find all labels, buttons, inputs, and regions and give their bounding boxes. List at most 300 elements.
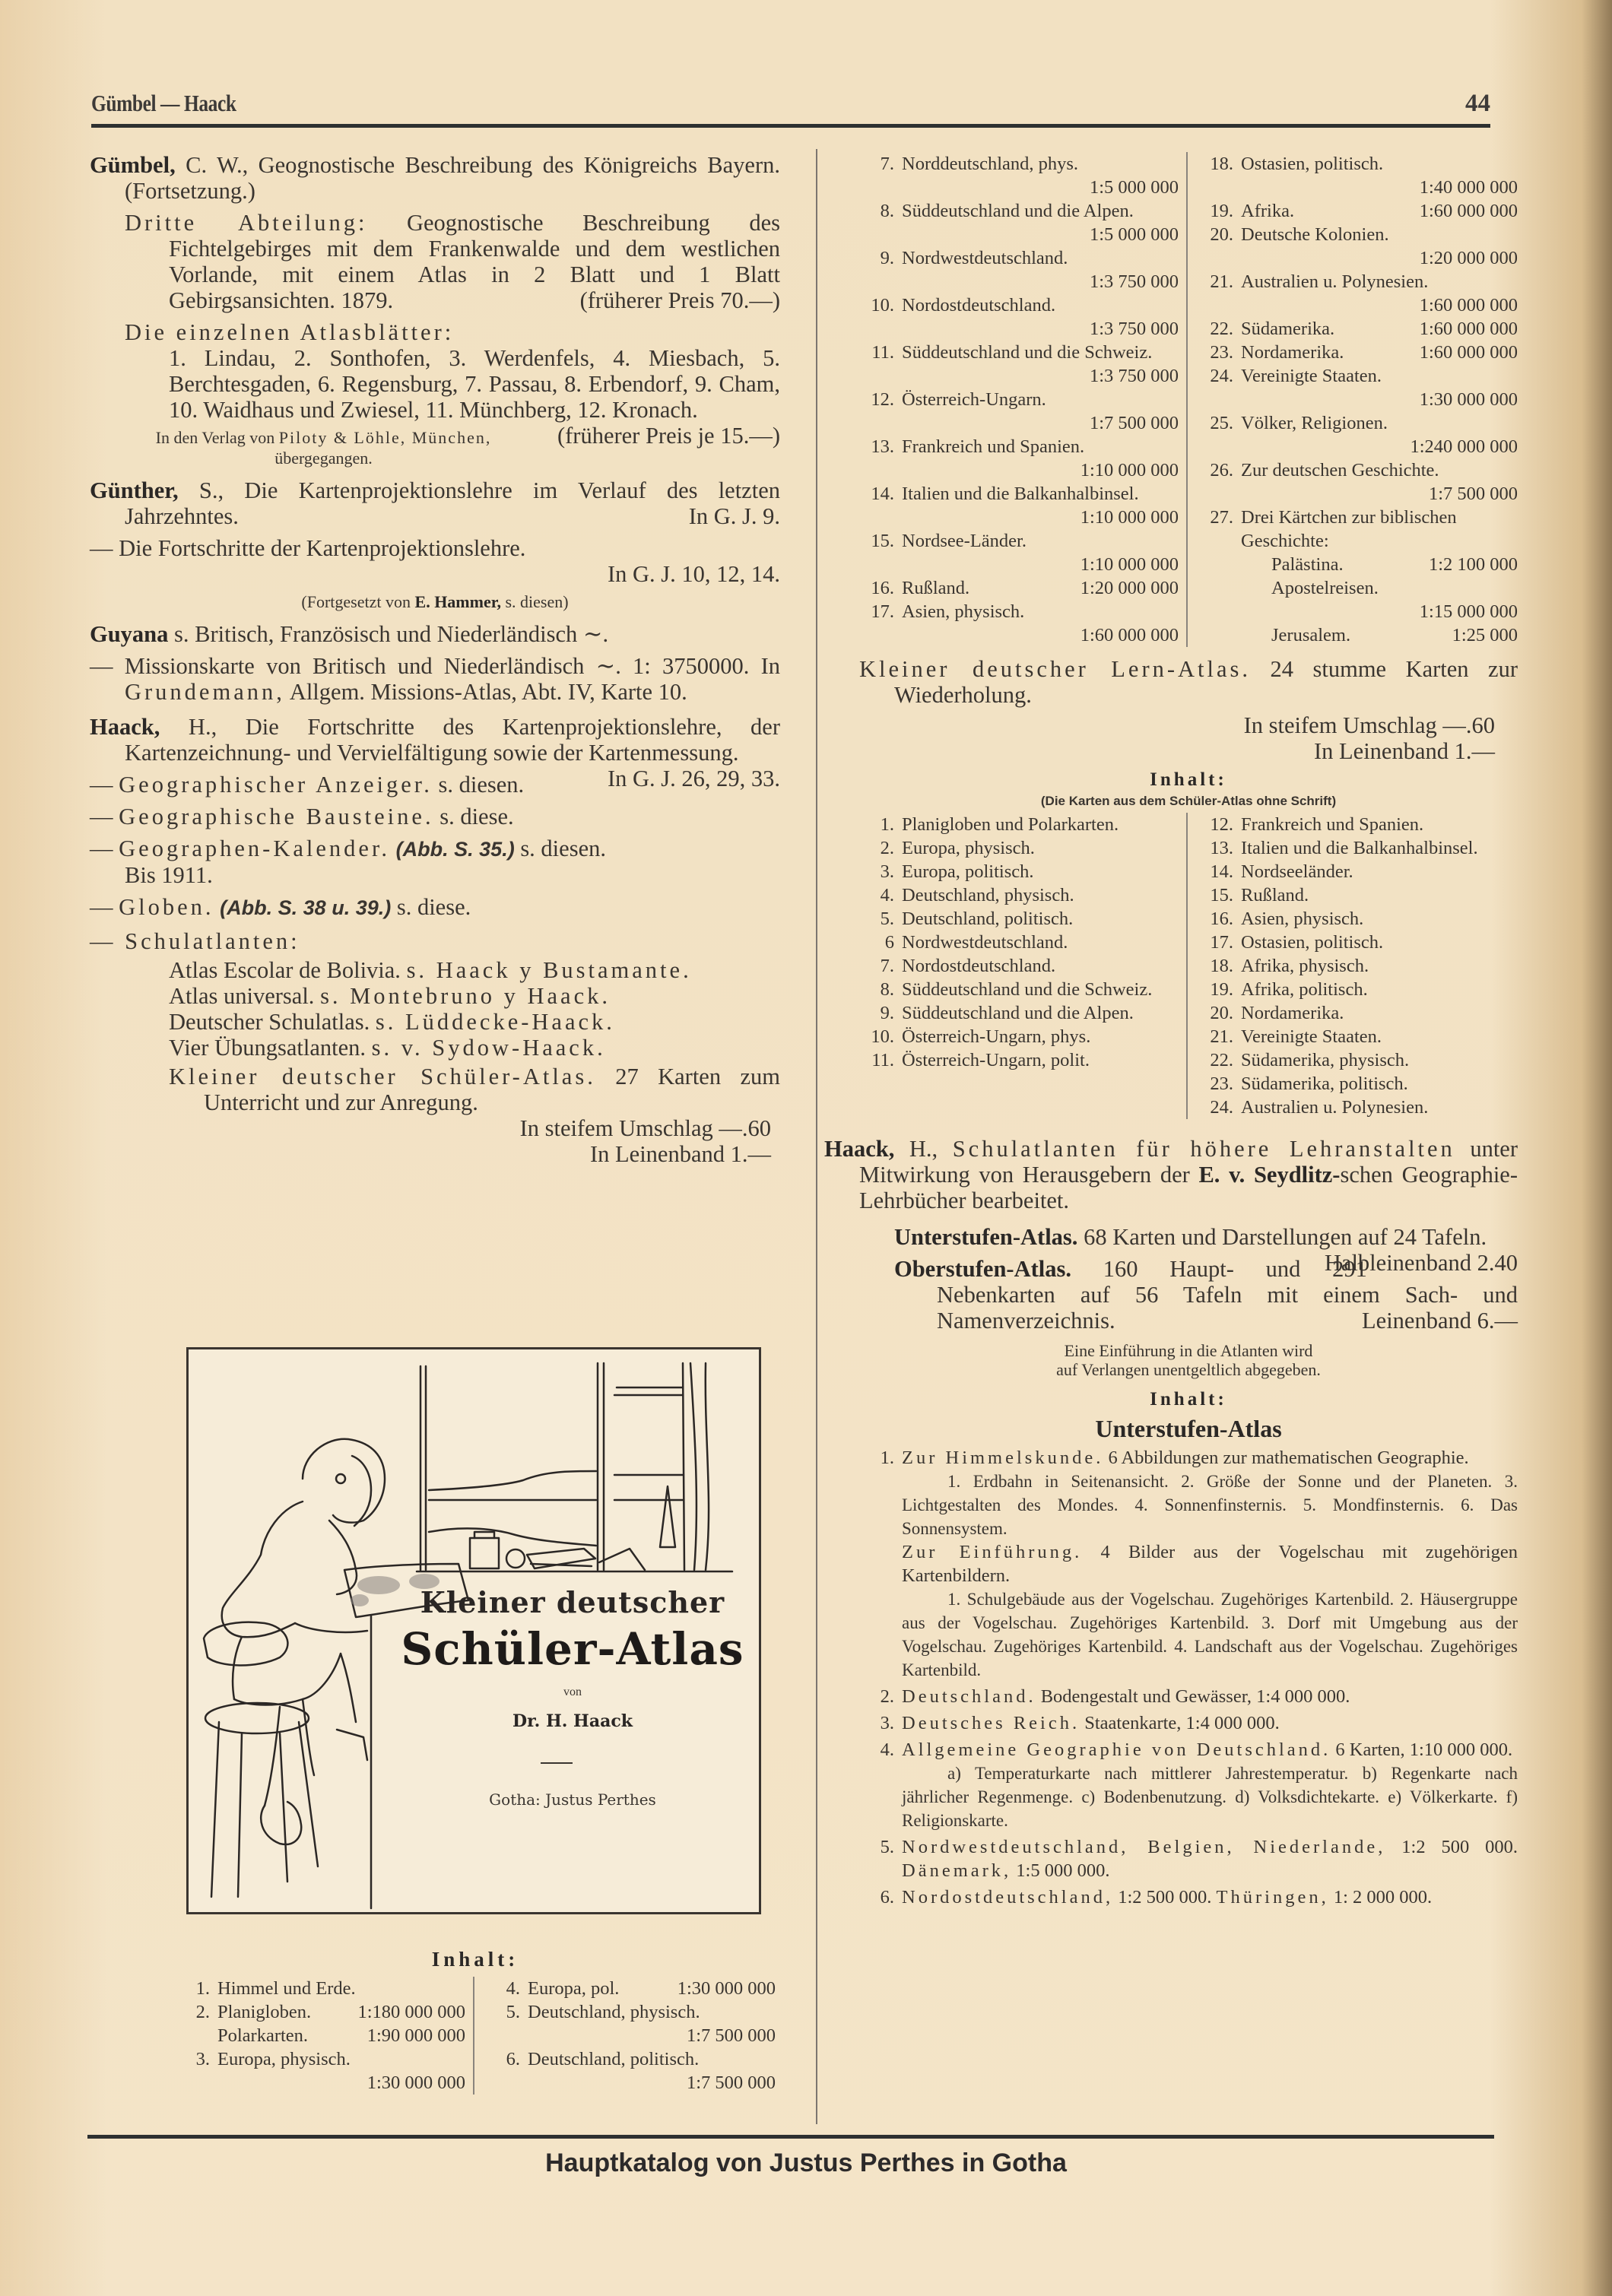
section-title: Zur Himmelskunde. (902, 1448, 1104, 1468)
item-number: 17. (871, 601, 894, 622)
item-text (902, 246, 1179, 293)
item-text (902, 293, 1179, 341)
inhalt-item (1198, 152, 1518, 199)
item-text (1241, 223, 1518, 270)
entry-haack: Haack, H., Die Fortschritte des Kartenprojektionslehre, der Kartenzeichnung- und Vervielfältigung sowie der Kartenmessung. In G. J. 26, 29, 33. (90, 714, 780, 791)
cushion (204, 1622, 287, 1666)
item-number: 11. (871, 1050, 894, 1070)
item-number: 7. (880, 956, 894, 976)
item-scale: 1:30 000 000 (1419, 389, 1518, 410)
inhalt-col-left (859, 813, 1188, 1119)
section-number: 4. (880, 1739, 894, 1760)
item-text (902, 152, 1179, 199)
atlas-title: Kleiner deutscher Schüler-Atlas. (169, 1064, 596, 1089)
item-title: Ostasien, politisch. (1241, 932, 1384, 953)
item-scale: 1:60 000 000 (1419, 319, 1518, 339)
item-number: 8. (880, 201, 894, 221)
inhalt-item (859, 931, 1179, 954)
section-title: Nordostdeutschland, (902, 1887, 1114, 1908)
item-title: Frankreich und Spanien. (1241, 814, 1424, 835)
inkwell (470, 1538, 499, 1568)
item-title: Österreich-Ungarn. (902, 389, 1046, 410)
item-dash: — (90, 894, 119, 920)
schulatlas-item (169, 1009, 780, 1035)
item-dash: — (90, 804, 119, 829)
verlag-note: In den Verlag von Piloty & Löhle, München, übergegangen. (155, 428, 492, 468)
inhalt-item (1198, 576, 1518, 623)
item-text (902, 931, 1179, 954)
item-title: Rußland. (902, 578, 970, 598)
item-see: s. diese. (396, 894, 471, 920)
einfuehrung-note: Eine Einführung in die Atlanten wird auf Verlangen unentgeltlich abgegeben. (1056, 1341, 1321, 1379)
schulatlas-item (169, 1035, 780, 1061)
haack-item (90, 804, 780, 829)
item-scale: 1:7 500 000 (686, 2025, 776, 2046)
stool-leg (211, 1722, 219, 1897)
inhalt-item (859, 907, 1179, 931)
item-title: Asien, physisch. (1241, 909, 1364, 929)
item-scale: 1:60 000 000 (1419, 295, 1518, 316)
item-text (902, 1048, 1179, 1072)
inhalt-item (175, 1977, 465, 2000)
section-text: Staatenkarte, 1:4 000 000. (1080, 1713, 1280, 1733)
item-title: Nordostdeutschland. (902, 956, 1056, 976)
schulatlas-item (169, 957, 780, 983)
inhalt-heading: Inhalt: (431, 1948, 519, 1971)
item-title: Deutschland, politisch. (902, 909, 1074, 929)
item-title: Drei Kärtchen zur biblischen Geschichte: (1241, 507, 1457, 551)
entry-author: Haack, (824, 1136, 895, 1162)
inhalt-item (175, 2000, 465, 2024)
section-body (902, 1685, 1518, 1708)
item-text (528, 1977, 776, 2000)
item-number: 26. (1210, 460, 1233, 480)
atlas-title: Oberstufen-Atlas. (894, 1256, 1071, 1282)
item-scale: 1:10 000 000 (1080, 507, 1179, 528)
kleiner-schueler-atlas: Kleiner deutscher Schüler-Atlas. 27 Karten zum Unterricht und zur Anregung. In steifem Umschlag —.60 In Leinenband 1.— (169, 1064, 780, 1167)
inhalt-item (859, 600, 1179, 647)
item-title: Süddeutschland und die Alpen. (902, 201, 1134, 221)
schulatlas-title: Vier Übungsatlanten. (169, 1035, 367, 1061)
item-title: Geographische Bausteine. (119, 804, 434, 829)
item-title: Süddeutschland und die Schweiz. (902, 342, 1153, 363)
item-title: Afrika, physisch. (1241, 956, 1369, 976)
inhalt-item (1198, 978, 1518, 1001)
item-title: Planigloben. (217, 2002, 312, 2022)
section-sub-text: 4 Bilder aus der Vogelschau mit zugehörigen Kartenbildern. (902, 1542, 1518, 1586)
abteilung-price: (früherer Preis 70.—) (579, 287, 780, 313)
item-text (1241, 576, 1518, 623)
item-title: Italien und die Balkanhalbinsel. (1241, 838, 1478, 858)
item-number: 22. (1210, 319, 1233, 339)
entry-guyana: Guyana s. Britisch, Französisch und Niederländisch ∼. (90, 621, 609, 647)
inhalt-item (1198, 1048, 1518, 1072)
item-number: 12. (871, 389, 894, 410)
section-head (902, 1885, 1518, 1909)
item-scale: 1:30 000 000 (677, 1978, 776, 1999)
entry-guembel (90, 152, 780, 204)
item-scale: 1:25 000 (1452, 625, 1518, 645)
item-title: Deutsche Kolonien. (1241, 224, 1389, 245)
item-title: Europa, politisch. (902, 861, 1034, 882)
item-text (902, 388, 1179, 435)
item-title: Nordamerika. (1241, 1003, 1344, 1023)
item-title: Zur deutschen Geschichte. (1241, 460, 1439, 480)
inhalt-col-left (175, 1977, 474, 2095)
item-number: 9. (880, 248, 894, 268)
schueler-atlas-inhalt-part2 (859, 152, 1518, 647)
item-number: 5. (506, 2002, 520, 2022)
item-number: 6. (506, 2049, 520, 2069)
section-head (902, 1711, 1518, 1735)
item-scale: 1:7 500 000 (1089, 413, 1179, 433)
inhalt-item (859, 246, 1179, 293)
haack-item (90, 836, 780, 888)
item-text (217, 2000, 465, 2024)
boy-foot (261, 1802, 301, 1844)
hammer-note: (Fortgesetzt von E. Hammer, s. diesen) (301, 592, 569, 611)
entry-author: Haack, (90, 714, 160, 740)
schulatlanten-list (90, 957, 780, 1061)
item-text (902, 529, 1179, 576)
inhalt-item (859, 341, 1179, 388)
item-text (1241, 1025, 1518, 1048)
cover-divider (541, 1762, 573, 1764)
page-number: 44 (1465, 90, 1490, 117)
boy-shin (265, 1707, 280, 1806)
item-number: 23. (1210, 342, 1233, 363)
item-number: 14. (871, 484, 894, 504)
schulatlas-see: s. Lüddecke-Haack. (375, 1009, 615, 1035)
item-number: 18. (1210, 154, 1233, 174)
item-title: Deutschland, physisch. (528, 2002, 700, 2022)
item-number (1198, 576, 1241, 623)
item-text (902, 199, 1179, 246)
column-divider (816, 149, 817, 2124)
inhalt-item (1198, 860, 1518, 883)
item-text (902, 860, 1179, 883)
item-title: Afrika, politisch. (1241, 979, 1368, 1000)
unterstufen-inhalt (859, 1446, 1518, 1909)
item-title: Ostasien, politisch. (1241, 154, 1384, 174)
inhalt-item (859, 954, 1179, 978)
section-head (902, 1835, 1518, 1882)
schulatlas-title: Atlas universal. (169, 983, 315, 1009)
item-number: 3. (880, 861, 894, 882)
price-umschlag: In steifem Umschlag —.60 (519, 1115, 771, 1141)
item-text (1241, 1001, 1518, 1025)
item-scale: 1:7 500 000 (1428, 484, 1518, 504)
item-scale: 1:180 000 000 (357, 2002, 465, 2022)
item-scale: 1:3 750 000 (1089, 319, 1179, 339)
item-title: Vereinigte Staaten. (1241, 366, 1382, 386)
atlas-title: Unterstufen-Atlas. (894, 1224, 1078, 1250)
item-title: Himmel und Erde. (217, 1978, 356, 1999)
item-scale: 1:20 000 000 (1419, 248, 1518, 268)
item-scale: 1:15 000 000 (1419, 601, 1518, 622)
item-number: 10. (871, 1026, 894, 1047)
item-title: Frankreich und Spanien. (902, 436, 1085, 457)
item-scale: 1:3 750 000 (1089, 366, 1179, 386)
right-column (824, 152, 1518, 1909)
item-scale: 1:5 000 000 (1089, 224, 1179, 245)
item-scale: 1:240 000 000 (1410, 436, 1518, 457)
item-scale: 1:2 100 000 (1428, 554, 1518, 575)
price: Leinenband 6.— (1362, 1308, 1518, 1334)
item-text (902, 1001, 1179, 1025)
section-sub-title: Zur Einführung. (902, 1542, 1083, 1562)
item-text (902, 576, 1179, 600)
item-text (902, 978, 1179, 1001)
item-title: Österreich-Ungarn, phys. (902, 1026, 1091, 1047)
running-title: Gümbel — Haack (91, 90, 236, 116)
section-body (902, 1885, 1518, 1909)
lern-atlas: Kleiner deutscher Lern-Atlas. 24 stumme Karten zur Wiederholung. In steifem Umschlag —.60 In Leinenband 1.— Inhalt: (Die Karten aus dem Schüler-Atlas ohne Schrift) 1. Planigloben und Polarkarten. 2. Europa, physisch. 3. Europa, politisch. 4. Deutschland, physisch. 5. Deutschland, politisch. 6 Nordwestdeutschland. 7. Nordostdeutschland. 8. Süddeutschland und die Schweiz. 9. Süddeutschland und die Alpen. 10. Österreich-Ungarn, phys. 11. Österreich-Ungarn, polit. 12. Frankreich und Spanien. 13. Italien und die Balkanhalbinsel. 14. Nordseeländer. 15. Rußland. 16. Asien, physisch. 17. Ostasien, politisch. 18. Afrika, physisch. 19. Afrika, politisch. 20. Nordamerika. 21. Vereinigte Staaten. 22. Südamerika, physisch. 23. Südamerika, politisch. 24. Australien u. Polynesien. (859, 656, 1518, 1118)
section-title: Deutschland. (902, 1686, 1036, 1707)
item-text (1241, 364, 1518, 411)
inhalt-heading: Inhalt: (1150, 769, 1227, 790)
entry-guyana-2: — Missionskarte von Britisch und Niederländisch ∼. 1: 3750000. In Grundemann, Allgem. Missions-Atlas, Abt. IV, Karte 10. (90, 653, 780, 705)
cover-author: Dr. H. Haack (512, 1711, 633, 1731)
item-number: 8. (880, 979, 894, 1000)
cover-publisher: Gotha: Justus Perthes (489, 1790, 656, 1809)
item-title: Rußland. (1241, 885, 1309, 905)
section-body (902, 1738, 1518, 1832)
inhalt-item (1198, 907, 1518, 931)
item-title: Asien, physisch. (902, 601, 1025, 622)
item-text (1241, 623, 1518, 647)
item-title: Italien und die Balkanhalbinsel. (902, 484, 1139, 504)
entry-author: Gümbel, (90, 152, 176, 178)
item-number: 15. (1210, 885, 1233, 905)
atlasblaetter-label: Die einzelnen Atlasblätter: (125, 319, 455, 345)
item-text (902, 600, 1179, 647)
footer-rule (87, 2135, 1494, 2139)
price-umschlag: In steifem Umschlag —.60 (1243, 712, 1495, 738)
item-title: Südamerika. (1241, 319, 1335, 339)
lern-atlas-inhalt (859, 813, 1518, 1119)
section-title: Thüringen, (1216, 1887, 1329, 1908)
item-text (217, 2047, 465, 2095)
item-scale: 1:90 000 000 (367, 2025, 465, 2046)
item-title: Nordamerika. (1241, 342, 1344, 363)
item-scale: 1:40 000 000 (1419, 177, 1518, 198)
item-number: 12. (1210, 814, 1233, 835)
item-scale: 1:30 000 000 (367, 2072, 465, 2093)
section-body (902, 1446, 1518, 1682)
item-number: 21. (1210, 1026, 1233, 1047)
item-number: 2. (880, 838, 894, 858)
item-number: 1. (195, 1978, 210, 1999)
section-sub-detail: 1. Schulgebäude aus der Vogelschau. Zugehöriges Kartenbild. 2. Häusergruppe aus der Vogelschau. Zugehöriges Kartenbild. 3. Dorf mit Umgebung aus der Vogelschau. Zugehöriges Kartenbild. 4. Landschaft aus der Vogelschau. Zugehöriges Kartenbild. (902, 1590, 1518, 1679)
inhalt-item (1198, 506, 1518, 553)
unterstufen-atlas: Unterstufen-Atlas. 68 Karten und Darstellungen auf 24 Tafeln. Halbleinenband 2.40 (894, 1224, 1518, 1276)
item-text (902, 1025, 1179, 1048)
item-text (1241, 553, 1518, 576)
item-number: 17. (1210, 932, 1233, 953)
inhalt-item (859, 152, 1179, 199)
item-number: 9. (880, 1003, 894, 1023)
section-text: 1: 2 000 000. (1328, 1887, 1433, 1908)
inhalt-item (859, 435, 1179, 482)
item-number: 24. (1210, 366, 1233, 386)
price: Halbleinenband 2.40 (1324, 1250, 1518, 1276)
inhalt-item (859, 293, 1179, 341)
item-number: 15. (871, 531, 894, 551)
item-number: 21. (1210, 271, 1233, 292)
section-text: 6 Karten, 1:10 000 000. (1331, 1739, 1513, 1760)
item-text (1241, 954, 1518, 978)
item-title: Apostelreisen. (1271, 578, 1379, 598)
inhalt-item (1198, 223, 1518, 270)
item-text (902, 954, 1179, 978)
item-see: s. diesen. (438, 772, 525, 798)
item-number: 19. (1210, 201, 1233, 221)
item-text (1241, 270, 1518, 317)
schulatlas-title: Deutscher Schulatlas. (169, 1009, 370, 1035)
inhalt-item (1198, 199, 1518, 223)
item-text (902, 435, 1179, 482)
oberstufen-atlas: Oberstufen-Atlas. 160 Haupt- und 291 Nebenkarten auf 56 Tafeln mit einem Sach- und Namenverzeichnis. Leinenband 6.— (894, 1256, 1518, 1334)
item-title: Europa, physisch. (902, 838, 1035, 858)
inhalt-item (1198, 813, 1518, 836)
section-title: Allgemeine Geographie von Deutschland. (902, 1739, 1331, 1760)
section-head (902, 1738, 1518, 1762)
item-text (528, 2047, 776, 2095)
item-number: 18. (1210, 956, 1233, 976)
unterstufen-section (859, 1885, 1518, 1909)
section-title: Nordwestdeutschland, Belgien, Niederlande, (902, 1837, 1386, 1857)
inhalt-item (175, 2024, 465, 2047)
item-text (1241, 506, 1518, 553)
inhalt-item (859, 813, 1179, 836)
inhalt-heading: Inhalt: (1150, 1389, 1227, 1410)
item-number: 14. (1210, 861, 1233, 882)
inhalt-item (485, 2000, 776, 2047)
reference: In G. J. 26, 29, 33. (607, 766, 780, 791)
unterstufen-section (859, 1835, 1518, 1882)
item-scale: 1:20 000 000 (1080, 578, 1179, 598)
item-number: 20. (1210, 1003, 1233, 1023)
entry-guenther: Günther, S., Die Kartenprojektionslehre im Verlauf des letzten Jahrzehntes. In G. J. 9. (90, 477, 780, 529)
cover-title-line1: Kleiner deutscher (420, 1585, 725, 1619)
section-body (902, 1835, 1518, 1882)
left-column (90, 152, 780, 1167)
unterstufen-section (859, 1738, 1518, 1832)
inhalt-subheading: Unterstufen-Atlas (1095, 1415, 1282, 1442)
item-scale: 1:60 000 000 (1419, 342, 1518, 363)
item-text (1241, 978, 1518, 1001)
item-number: 5. (880, 909, 894, 929)
item-scale: 1:60 000 000 (1419, 201, 1518, 221)
item-number: 4. (506, 1978, 520, 1999)
schulatlas-see: s. Haack y Bustamante. (406, 957, 692, 983)
section-text: Bodengestalt und Gewässer, 1:4 000 000. (1036, 1686, 1350, 1707)
section-detail: a) Temperaturkarte nach mittlerer Jahrestemperatur. b) Regenkarte nach jährlicher Regenmenge. c) Bodenbenutzung. d) Volksdichtekarte. e) Völkerkarte. f) Religionskarte. (902, 1764, 1518, 1830)
section-number: 2. (880, 1686, 894, 1707)
inhalt-item (1198, 1072, 1518, 1096)
haack-items (90, 772, 780, 921)
item-text (1241, 199, 1518, 223)
item-text (902, 883, 1179, 907)
inhalt-item (859, 388, 1179, 435)
inhalt-col-right (1188, 813, 1518, 1119)
item-title: Nordseeländer. (1241, 861, 1353, 882)
item-text (1241, 883, 1518, 907)
section-detail: 1. Erdbahn in Seitenansicht. 2. Größe der Sonne und der Planeten. 3. Lichtgestalten des Mondes. 4. Sonnenfinsternis. 5. Mondfinsternis. 6. Das Sonnensystem. (902, 1472, 1518, 1538)
item-title: Nordwestdeutschland. (902, 932, 1068, 953)
item-text (528, 2000, 776, 2047)
section-number: 6. (880, 1887, 894, 1908)
item-number: 24. (1210, 1097, 1233, 1118)
inhalt-note: (Die Karten aus dem Schüler-Atlas ohne Schrift) (1040, 794, 1337, 808)
schulatlas-see: s. Montebruno y Haack. (320, 983, 611, 1009)
atlasblaetter-price: (früherer Preis je 15.—) (557, 423, 780, 449)
inhalt-item (859, 1025, 1179, 1048)
section-sub (902, 1540, 1518, 1587)
item-text (902, 813, 1179, 836)
running-head (91, 90, 1490, 120)
item-text (1241, 317, 1518, 341)
item-scale: 1:10 000 000 (1080, 460, 1179, 480)
item-title: Südamerika, physisch. (1241, 1050, 1410, 1070)
inhalt-item (1198, 458, 1518, 506)
inhalt-item (859, 482, 1179, 529)
item-number: 20. (1210, 224, 1233, 245)
item-text (217, 2024, 465, 2047)
entry-haack-schulatlanten: Haack, H., Schulatlanten für höhere Lehranstalten unter Mitwirkung von Herausgebern der E. v. Seydlitz-schen Geographie-Lehrbücher bearbeitet. (824, 1136, 1518, 1213)
item-dash: — (90, 772, 119, 798)
inhalt-item (859, 576, 1179, 600)
inhalt-item (485, 1977, 776, 2000)
inhalt-table (175, 1977, 776, 2095)
item-number: 13. (1210, 838, 1233, 858)
section-text: 1:5 000 000. (1011, 1860, 1110, 1881)
reference: In G. J. 9. (688, 503, 780, 529)
inhalt-item (859, 883, 1179, 907)
section-title: Deutsches Reich. (902, 1713, 1080, 1733)
section-number: 3. (880, 1713, 894, 1733)
item-title: Jerusalem. (1271, 625, 1351, 645)
item-text (902, 482, 1179, 529)
item-scale: 1:3 750 000 (1089, 271, 1179, 292)
section-text: 1:2 500 000. (1113, 1887, 1217, 1908)
boy-thigh (234, 1654, 341, 1705)
item-title: Globen. (119, 894, 214, 920)
inhalt-item (1198, 1096, 1518, 1119)
section-body (902, 1711, 1518, 1735)
item-text (1241, 1096, 1518, 1119)
atlasblaetter-list: 1. Lindau, 2. Sonthofen, 3. Werdenfels, 4. Miesbach, 5. Berchtesgaden, 6. Regensburg, 7. Passau, 8. Erbendorf, 9. Cham, 10. Waidhaus und Zwiesel, 11. Münchberg, 12. Kronach. (169, 345, 780, 423)
item-number: 27. (1210, 507, 1233, 528)
item-title: Europa, physisch. (217, 2049, 351, 2069)
abteilung-label: Dritte Abteilung: (125, 210, 368, 236)
boy-torso (222, 1502, 303, 1637)
stool-seat (205, 1703, 309, 1733)
item-abb: (Abb. S. 38 u. 39.) (220, 896, 392, 919)
item-title: Europa, pol. (528, 1978, 620, 1999)
item-title: Süddeutschland und die Schweiz. (902, 979, 1153, 1000)
item-title: Süddeutschland und die Alpen. (902, 1003, 1134, 1023)
item-title: Nordostdeutschland. (902, 295, 1056, 316)
inhalt-item (859, 529, 1179, 576)
item-title: Vereinigte Staaten. (1241, 1026, 1382, 1047)
item-title: Australien u. Polynesien. (1241, 271, 1429, 292)
unterstufen-section (859, 1685, 1518, 1708)
section-head (902, 1446, 1518, 1470)
item-text (1241, 411, 1518, 458)
item-text (902, 907, 1179, 931)
